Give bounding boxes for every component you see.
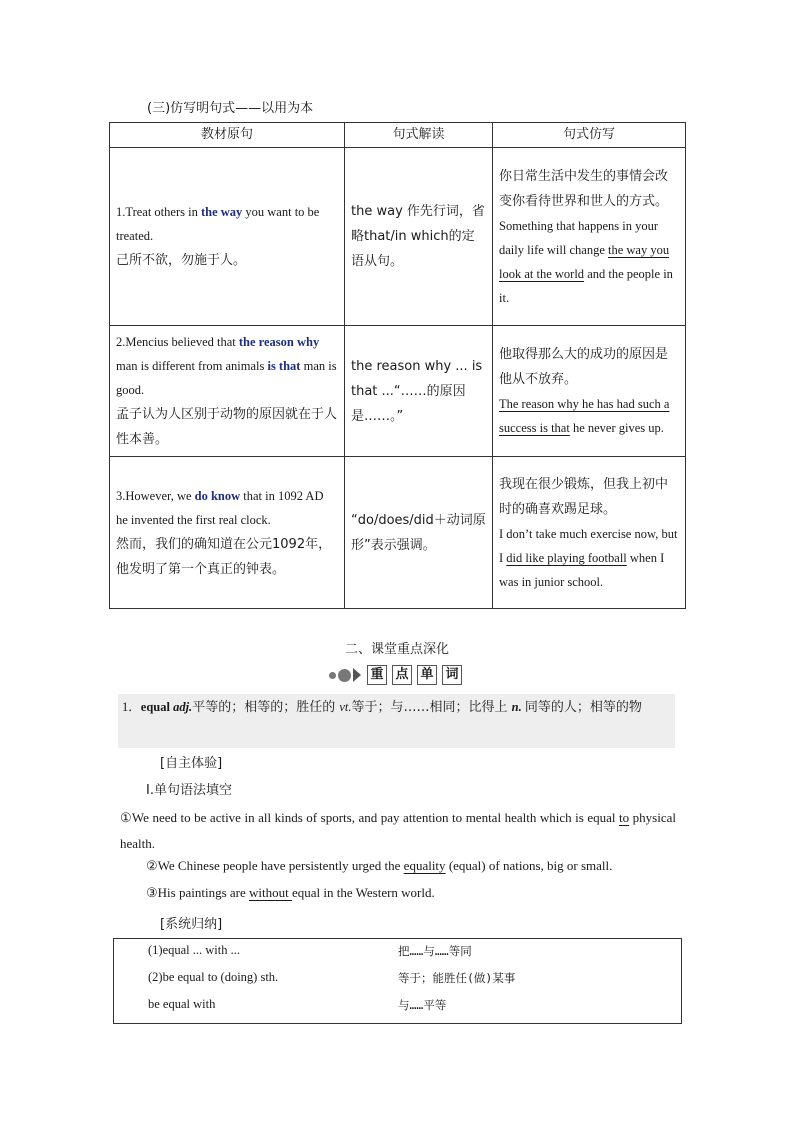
analysis-cell [345, 326, 493, 457]
text: man is good. [116, 359, 337, 397]
banner-char: 重 [367, 665, 387, 685]
answer-underlined: without [249, 885, 292, 900]
key-words-banner [0, 665, 794, 685]
banner-char: 单 [417, 665, 437, 685]
text: Something that happens in your daily life will change [499, 218, 659, 257]
analysis-text: the reason why ... is that ...“……的原因是……。” [351, 358, 483, 424]
section-heading: (三)仿写明句式——以用为本 [147, 101, 314, 116]
summary-box [113, 938, 682, 1024]
table-header: 句式仿写 [493, 123, 686, 148]
highlight-phrase: do know [194, 488, 241, 503]
text: ①We need to be active in all kinds of sports, and pay attention to mental health which is equal [120, 810, 620, 825]
text: physical health. [120, 810, 676, 851]
self-experience-label: [自主体验] [160, 756, 223, 771]
original-sentence-cell [110, 148, 345, 326]
original-sentence-cell [110, 326, 345, 457]
meaning: 同等的人；相等的物 [524, 700, 642, 715]
arrow-icon [353, 668, 361, 682]
table-header: 教材原句 [110, 123, 345, 148]
original-sentence-cell [110, 457, 345, 609]
answer-underlined: equality [403, 858, 446, 873]
exercise-item [146, 858, 612, 874]
text: ③His paintings are [146, 885, 249, 900]
answer-underlined: to [619, 810, 630, 825]
item-number: 1． [122, 700, 141, 714]
text: when I was in junior school. [499, 550, 665, 589]
text: that in 1092 AD he invented the first real clock. [116, 488, 324, 527]
part-of-speech: n. [511, 700, 522, 714]
analysis-text: “do/does/did＋动词原形”表示强调。 [351, 512, 486, 553]
imitation-cell [493, 148, 686, 326]
exercise-item [146, 885, 435, 901]
chinese-translation: 己所不欲，勿施于人。 [116, 253, 247, 268]
text: 2.Mencius believed that [116, 335, 239, 349]
summary-phrase: (2)be equal to (doing) sth. [148, 970, 279, 984]
headword: equal [140, 700, 170, 714]
dot-icon [329, 672, 336, 679]
text: equal in the Western world. [291, 885, 435, 900]
analysis-text: the way 作先行词，省略that/in which的定语从句。 [351, 204, 485, 269]
fill-in-blanks-label: Ⅰ.单句语法填空 [146, 783, 232, 798]
text: I don’t take much exercise now, but I [499, 526, 678, 565]
system-summary-label: [系统归纳] [160, 917, 223, 932]
imitation-prompt: 他取得那么大的成功的原因是他从不放弃。 [499, 347, 669, 387]
summary-meaning: 与……平等 [398, 998, 447, 1012]
imitation-prompt: 我现在很少锻炼，但我上初中时的确喜欢踢足球。 [499, 476, 669, 517]
text: you want to be treated. [116, 205, 320, 243]
summary-phrase: be equal with [148, 997, 216, 1011]
summary-meaning: 把……与……等同 [398, 944, 472, 958]
part-of-speech: vt. [339, 700, 352, 714]
answer-underlined: the way you look at the world [499, 242, 670, 281]
chinese-translation: 孟子认为人区别于动物的原因就在于人性本善。 [116, 407, 338, 447]
highlight-phrase: the reason why [238, 335, 320, 349]
chinese-translation: 然而，我们的确知道在公元1092年，他发明了第一个真正的钟表。 [116, 536, 332, 577]
imitation-cell [493, 326, 686, 457]
part-two-heading: 二、课堂重点深化 [344, 642, 449, 657]
imitation-cell [493, 457, 686, 609]
summary-meaning: 等于；能胜任(做)某事 [398, 971, 516, 985]
sentence-pattern-table [109, 122, 686, 609]
analysis-cell [345, 457, 493, 609]
text: ②We Chinese people have persistently urged the [146, 858, 404, 873]
imitation-prompt: 你日常生活中发生的事情会改变你看待世界和世人的方式。 [499, 168, 669, 209]
text: (equal) of nations, big or small. [445, 858, 613, 873]
highlight-phrase: the way [200, 205, 243, 219]
table-header-row [110, 123, 686, 148]
answer-underlined: did like playing football [506, 550, 627, 565]
highlight-phrase: is that [267, 359, 301, 373]
text: 3.However, we [116, 488, 195, 503]
meaning: 平等的；相等的；胜任的 [192, 700, 340, 715]
banner-char: 点 [392, 665, 412, 685]
table-row [110, 326, 686, 457]
analysis-cell [345, 148, 493, 326]
text: 1.Treat others in [116, 205, 201, 219]
banner-char: 词 [442, 665, 462, 685]
text: he never gives up. [569, 421, 664, 435]
answer-underlined: The reason why he has had such a success is that [499, 397, 670, 435]
meaning: 等于；与……相同；比得上 [351, 700, 512, 715]
text: man is different from animals [116, 359, 268, 373]
summary-phrase: (1)equal ... with ... [148, 943, 240, 957]
text: and the people in it. [499, 266, 673, 305]
dot-icon [338, 669, 351, 682]
part-of-speech: adj. [173, 700, 193, 714]
exercise-item [120, 805, 676, 857]
table-header: 句式解读 [345, 123, 493, 148]
table-row [110, 148, 686, 326]
word-definition-box [118, 694, 675, 748]
table-row [110, 457, 686, 609]
